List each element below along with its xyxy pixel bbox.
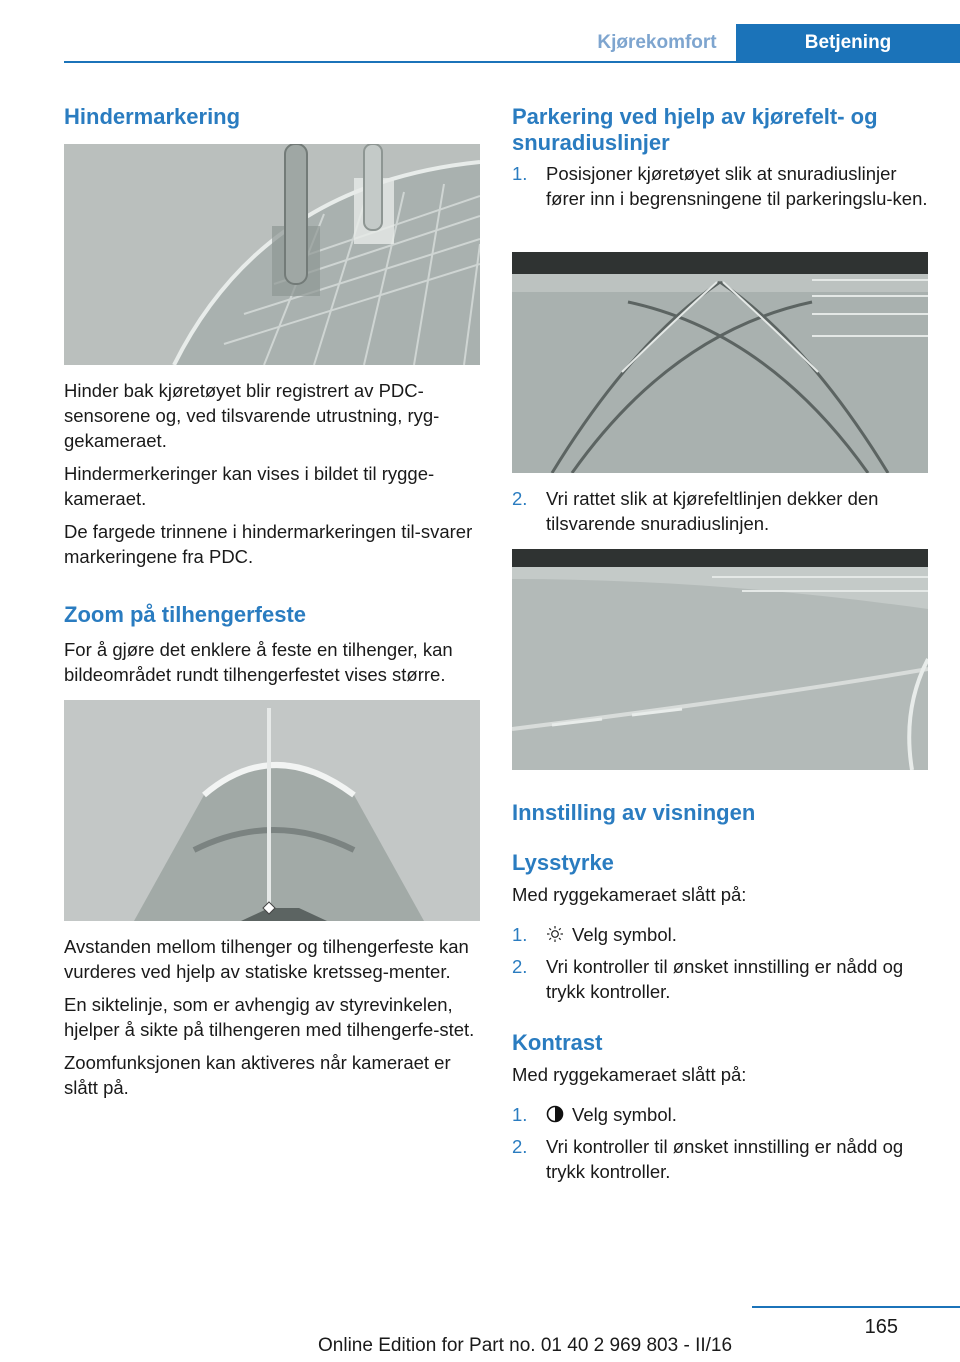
paragraph-lysstyrke-intro: Med ryggekameraet slått på: bbox=[512, 884, 747, 905]
footer-rule bbox=[752, 1306, 960, 1308]
contrast-step-2 bbox=[512, 1134, 928, 1184]
header-rule bbox=[64, 61, 960, 63]
paragraph-fargede-trinn: De fargede trinnene i hindermarkeringen til-svarer markeringene fra PDC. bbox=[64, 521, 473, 567]
parking-lines-image-1 bbox=[512, 252, 928, 473]
trailer-hitch-zoom-image bbox=[64, 700, 480, 921]
step-number: 2. bbox=[512, 956, 528, 977]
paragraph-hinder-pdc: Hinder bak kjøretøyet blir registrert av PDC-sensorene og, ved tilsvarende utrustning, ryg-gekameraet. bbox=[64, 380, 440, 451]
paragraph-siktelinje: En siktelinje, som er avhengig av styrevinkelen, hjelper å sikte på tilhengeren med tilhengerfe-stet. bbox=[64, 994, 475, 1040]
brightness-step-1 bbox=[512, 922, 928, 947]
edition-note: Online Edition for Part no. 01 40 2 969 803 - II/16 bbox=[318, 1335, 733, 1356]
parking-lines-image-2 bbox=[512, 549, 928, 770]
step-item-2 bbox=[512, 486, 928, 536]
step-number: 1. bbox=[512, 1104, 528, 1125]
header-tab-active: Betjening bbox=[736, 24, 960, 61]
obstacle-marking-image bbox=[64, 144, 480, 365]
brightness-step-2 bbox=[512, 954, 928, 1004]
heading-hindermarkering: Hindermarkering bbox=[64, 104, 241, 129]
header-tab-section: Kjørekomfort bbox=[597, 32, 717, 53]
page-number: 165 bbox=[864, 1316, 898, 1338]
heading-lysstyrke: Lysstyrke bbox=[512, 850, 614, 875]
step-number: 1. bbox=[512, 924, 528, 945]
step-text: Vri kontroller til ønsket innstilling er nådd og trykk kontroller. bbox=[546, 956, 904, 1002]
step-text: Velg symbol. bbox=[572, 924, 677, 945]
step-text: Posisjoner kjøretøyet slik at snuradiuslinjer fører inn i begrensningene til parkeringslu-ken. bbox=[546, 163, 928, 209]
step-number: 2. bbox=[512, 488, 528, 509]
sun-icon bbox=[546, 924, 564, 942]
step-number: 2. bbox=[512, 1136, 528, 1157]
step-text: Velg symbol. bbox=[572, 1104, 677, 1125]
paragraph-zoom-intro: For å gjøre det enklere å feste en tilhenger, kan bildeområdet rundt tilhengerfestet vises større. bbox=[64, 639, 453, 685]
paragraph-zoomfunksjon: Zoomfunksjonen kan aktiveres når kameraet er slått på. bbox=[64, 1052, 451, 1098]
paragraph-avstand: Avstanden mellom tilhenger og tilhengerfeste kan vurderes ved hjelp av statiske kretsseg-menter. bbox=[64, 936, 469, 982]
paragraph-kontrast-intro: Med ryggekameraet slått på: bbox=[512, 1064, 747, 1085]
step-number: 1. bbox=[512, 163, 528, 184]
half-circle-icon bbox=[546, 1104, 564, 1122]
contrast-step-1 bbox=[512, 1102, 928, 1127]
step-text: Vri rattet slik at kjørefeltlinjen dekker den tilsvarende snuradiuslinjen. bbox=[546, 488, 879, 534]
step-text: Vri kontroller til ønsket innstilling er nådd og trykk kontroller. bbox=[546, 1136, 904, 1182]
heading-parkering-linjer: Parkering ved hjelp av kjørefelt- og snuradiuslinjer bbox=[512, 104, 878, 155]
heading-zoom-tilhengerfeste: Zoom på tilhengerfeste bbox=[64, 602, 307, 627]
paragraph-hindermarkeringer: Hindermerkeringer kan vises i bildet til rygge-kameraet. bbox=[64, 463, 435, 509]
heading-kontrast: Kontrast bbox=[512, 1030, 603, 1055]
heading-innstilling-visning: Innstilling av visningen bbox=[512, 800, 756, 825]
step-item-1 bbox=[512, 161, 928, 211]
